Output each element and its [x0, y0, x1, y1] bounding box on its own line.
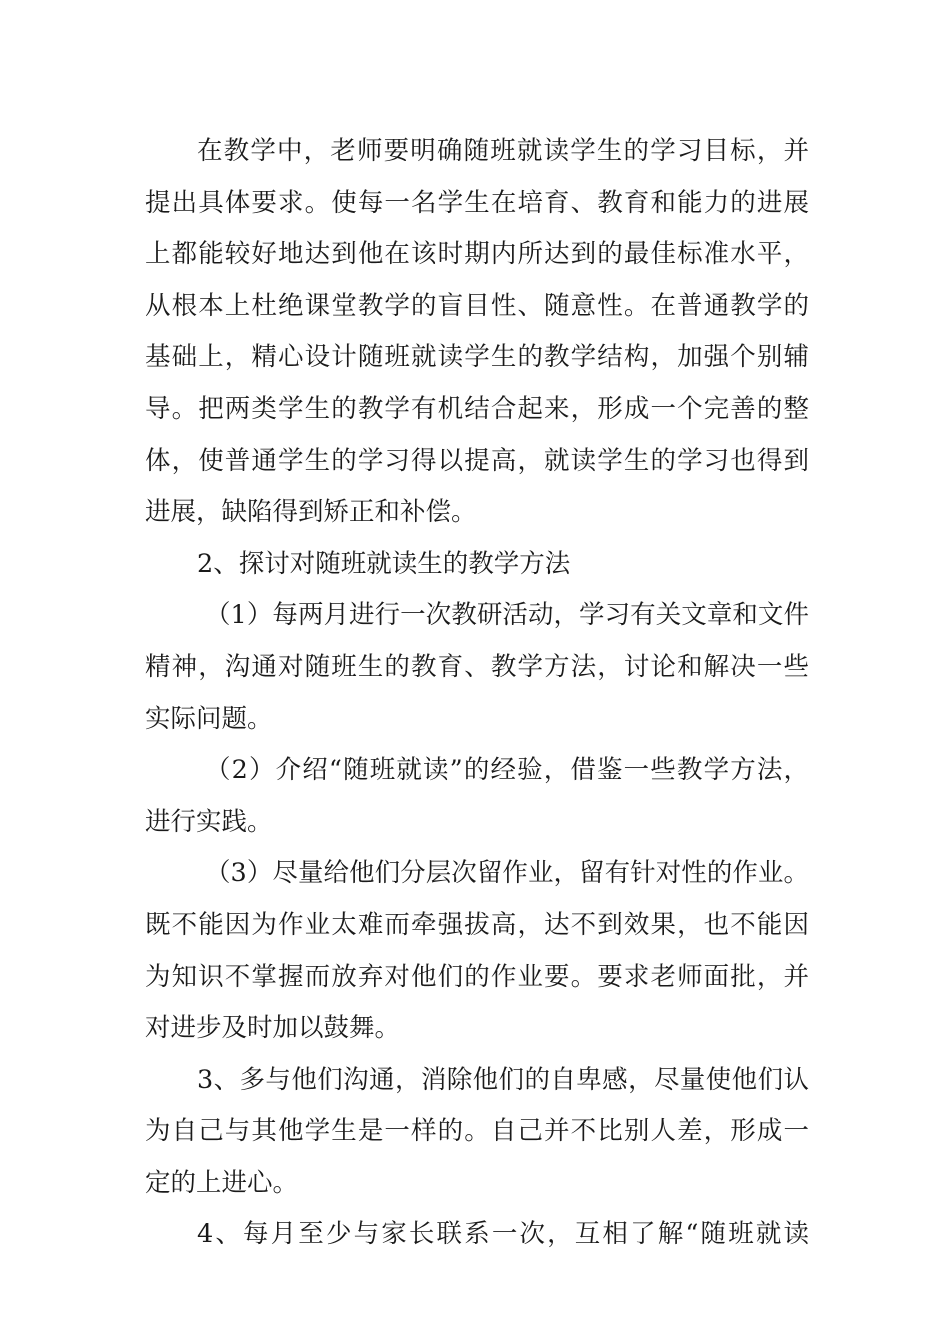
- paragraph-line: 导。把两类学生的教学有机结合起来，形成一个完善的整: [145, 393, 809, 424]
- paragraph-line: 3、多与他们沟通，消除他们的自卑感，尽量使他们认: [197, 1064, 809, 1095]
- paragraph-line: 为知识不掌握而放弃对他们的作业要。要求老师面批，并: [145, 961, 809, 992]
- paragraph-line: （3）尽量给他们分层次留作业，留有针对性的作业。: [205, 858, 809, 889]
- paragraph-line: 从根本上杜绝课堂教学的盲目性、随意性。在普通教学的: [145, 290, 809, 321]
- paragraph-line: （1）每两月进行一次教研活动，学习有关文章和文件: [205, 600, 809, 631]
- paragraph-line: 体，使普通学生的学习得以提高，就读学生的学习也得到: [145, 445, 809, 476]
- paragraph-line: 基础上，精心设计随班就读学生的教学结构，加强个别辅: [145, 342, 809, 373]
- section-heading: 2、探讨对随班就读生的教学方法: [197, 548, 571, 579]
- paragraph-line: 在教学中，老师要明确随班就读学生的学习目标，并: [197, 136, 809, 166]
- paragraph-line: 既不能因为作业太难而牵强拔高，达不到效果，也不能因: [145, 909, 809, 940]
- paragraph-line: 进行实践。: [145, 806, 273, 837]
- paragraph-line: 提出具体要求。使每一名学生在培育、教育和能力的进展: [145, 187, 809, 218]
- paragraph-line: 对进步及时加以鼓舞。: [145, 1013, 401, 1044]
- paragraph-line: 进展，缺陷得到矫正和补偿。: [145, 497, 477, 528]
- paragraph-line: 精神，沟通对随班生的教育、教学方法，讨论和解决一些: [145, 651, 809, 682]
- paragraph-line: 定的上进心。: [145, 1167, 299, 1198]
- paragraph-line: 为自己与其他学生是一样的。自己并不比别人差，形成一: [145, 1116, 809, 1147]
- body-text: [145, 126, 809, 1261]
- paragraph-line: 上都能较好地达到他在该时期内所达到的最佳标准水平，: [145, 239, 809, 270]
- paragraph-line: 4、每月至少与家长联系一次，互相了解“随班就读: [197, 1219, 809, 1250]
- paragraph-line: 实际问题。: [145, 703, 273, 734]
- paragraph-line: （2）介绍“随班就读”的经验，借鉴一些教学方法，: [205, 755, 809, 786]
